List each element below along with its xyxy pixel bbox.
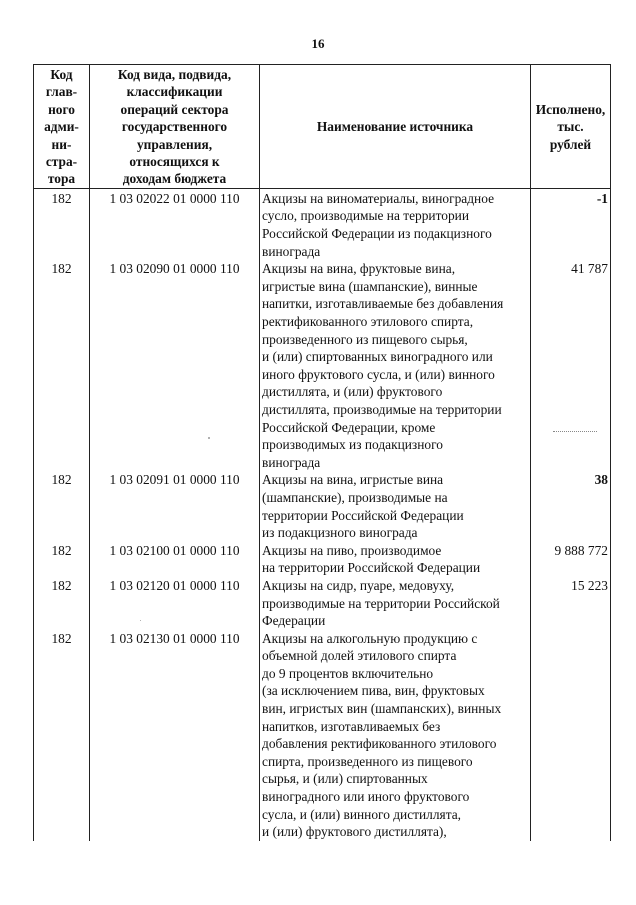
source-name-line: Акцизы на вина, фруктовые вина, (262, 261, 456, 277)
source-name-line: из подакцизного винограда (262, 525, 418, 541)
source-name-cell (260, 188, 531, 260)
header-admin-code: Код глав- ного адми- ни- стра- тора (34, 65, 90, 189)
admin-code-cell: 182 (34, 630, 90, 841)
source-name-cell (260, 542, 531, 577)
source-name-line: вин, игристых вин (шампанских), винных (262, 701, 502, 717)
admin-code-cell: 182 (34, 188, 90, 260)
kbk-code-cell: 1 03 02022 01 0000 110 (90, 188, 260, 260)
source-name-line: Акцизы на сидр, пуаре, медовуху, (262, 577, 455, 593)
source-name-line: производимых из подакцизного (262, 437, 443, 453)
source-name-cell (260, 577, 531, 630)
source-name-line: сусла, и (или) винного дистиллята, (262, 806, 462, 822)
source-name-line: сырья, и (или) спиртованных (262, 771, 428, 787)
header-row (34, 65, 611, 189)
source-name-line: винограда (262, 243, 321, 259)
admin-code-cell: 182 (34, 260, 90, 471)
source-name-line: на территории Российской Федерации (262, 560, 481, 576)
amount-cell: 15 223 (531, 577, 611, 630)
source-name-line: сусло, производимые на территории (262, 208, 469, 224)
kbk-code-cell: 1 03 02130 01 0000 110 (90, 630, 260, 841)
admin-code-cell: 182 (34, 577, 90, 630)
amount-cell (531, 630, 611, 841)
source-name-line: и (или) фруктового дистиллята), (262, 824, 447, 840)
source-name-line: спирта, произведенного из пищевого (262, 753, 473, 769)
source-name-line: производимые на территории Российской (262, 595, 500, 611)
dotted-scan-mark (553, 431, 597, 432)
revenue-table (33, 64, 611, 841)
source-name-line: Акцизы на пиво, производимое (262, 542, 442, 558)
source-name-line: виноградного или иного фруктового (262, 789, 470, 805)
kbk-code-cell: 1 03 02090 01 0000 110 (90, 260, 260, 471)
kbk-code-cell: 1 03 02120 01 0000 110 (90, 577, 260, 630)
kbk-code-cell: 1 03 02091 01 0000 110 (90, 471, 260, 541)
admin-code-cell: 182 (34, 471, 90, 541)
source-name-line: Акцизы на алкогольную продукцию с (262, 630, 478, 646)
table-row (34, 577, 611, 630)
source-name-line: (за исключением пива, вин, фруктовых (262, 683, 485, 699)
kbk-code-cell: 1 03 02100 01 0000 110 (90, 542, 260, 577)
table-row (34, 630, 611, 841)
source-name-line: добавления ректификованного этилового (262, 736, 497, 752)
source-name-cell (260, 260, 531, 471)
source-name-line: до 9 процентов включительно (262, 665, 434, 681)
source-name-cell (260, 630, 531, 841)
table-body (34, 188, 611, 840)
scan-speck (140, 620, 141, 621)
source-name-line: иного фруктового сусла, и (или) винного (262, 366, 495, 382)
source-name-line: напитков, изготавливаемых без (262, 718, 441, 734)
source-name-line: Федерации (262, 613, 326, 629)
source-name-line: Акцизы на виноматериалы, виноградное (262, 190, 495, 206)
table-row (34, 188, 611, 260)
source-name-line: Акцизы на вина, игристые вина (262, 472, 444, 488)
source-name-line: Российской Федерации из подакцизного (262, 226, 492, 242)
source-name-line: объемной долей этилового спирта (262, 648, 457, 664)
source-name-cell (260, 471, 531, 541)
amount-cell: -1 (531, 188, 611, 260)
table-header (34, 65, 611, 189)
amount-cell: 38 (531, 471, 611, 541)
source-name-line: напитки, изготавливаемые без добавления (262, 296, 504, 312)
source-name-line: игристые вина (шампанские), винные (262, 278, 478, 294)
source-name-line: Российской Федерации, кроме (262, 419, 436, 435)
amount-cell: 41 787 (531, 260, 611, 471)
page-number: 16 (311, 36, 325, 51)
table-row (34, 542, 611, 577)
source-name-line: ректификованного этилового спирта, (262, 314, 474, 329)
source-name-line: и (или) спиртованных виноградного или (262, 349, 493, 365)
source-name-line: дистиллята, производимые на территории (262, 401, 502, 417)
table-row (34, 471, 611, 541)
header-source-name: Наименование источника (260, 65, 531, 189)
source-name-line: винограда (262, 454, 321, 470)
source-name-line: (шампанские), производимые на (262, 489, 448, 505)
source-name-line: произведенного из пищевого сырья, (262, 331, 468, 347)
source-name-line: дистиллята, и (или) фруктового (262, 384, 443, 400)
header-amount: Исполнено, тыс. рублей (531, 65, 611, 189)
header-kbk-code: Код вида, подвида, классификации операций сектора государственного управления, относящихся к доходам бюджета (90, 65, 260, 189)
amount-cell: 9 888 772 (531, 542, 611, 577)
table-row (34, 260, 611, 471)
source-name-line: территории Российской Федерации (262, 507, 464, 523)
scan-speck (208, 437, 210, 439)
admin-code-cell: 182 (34, 542, 90, 577)
